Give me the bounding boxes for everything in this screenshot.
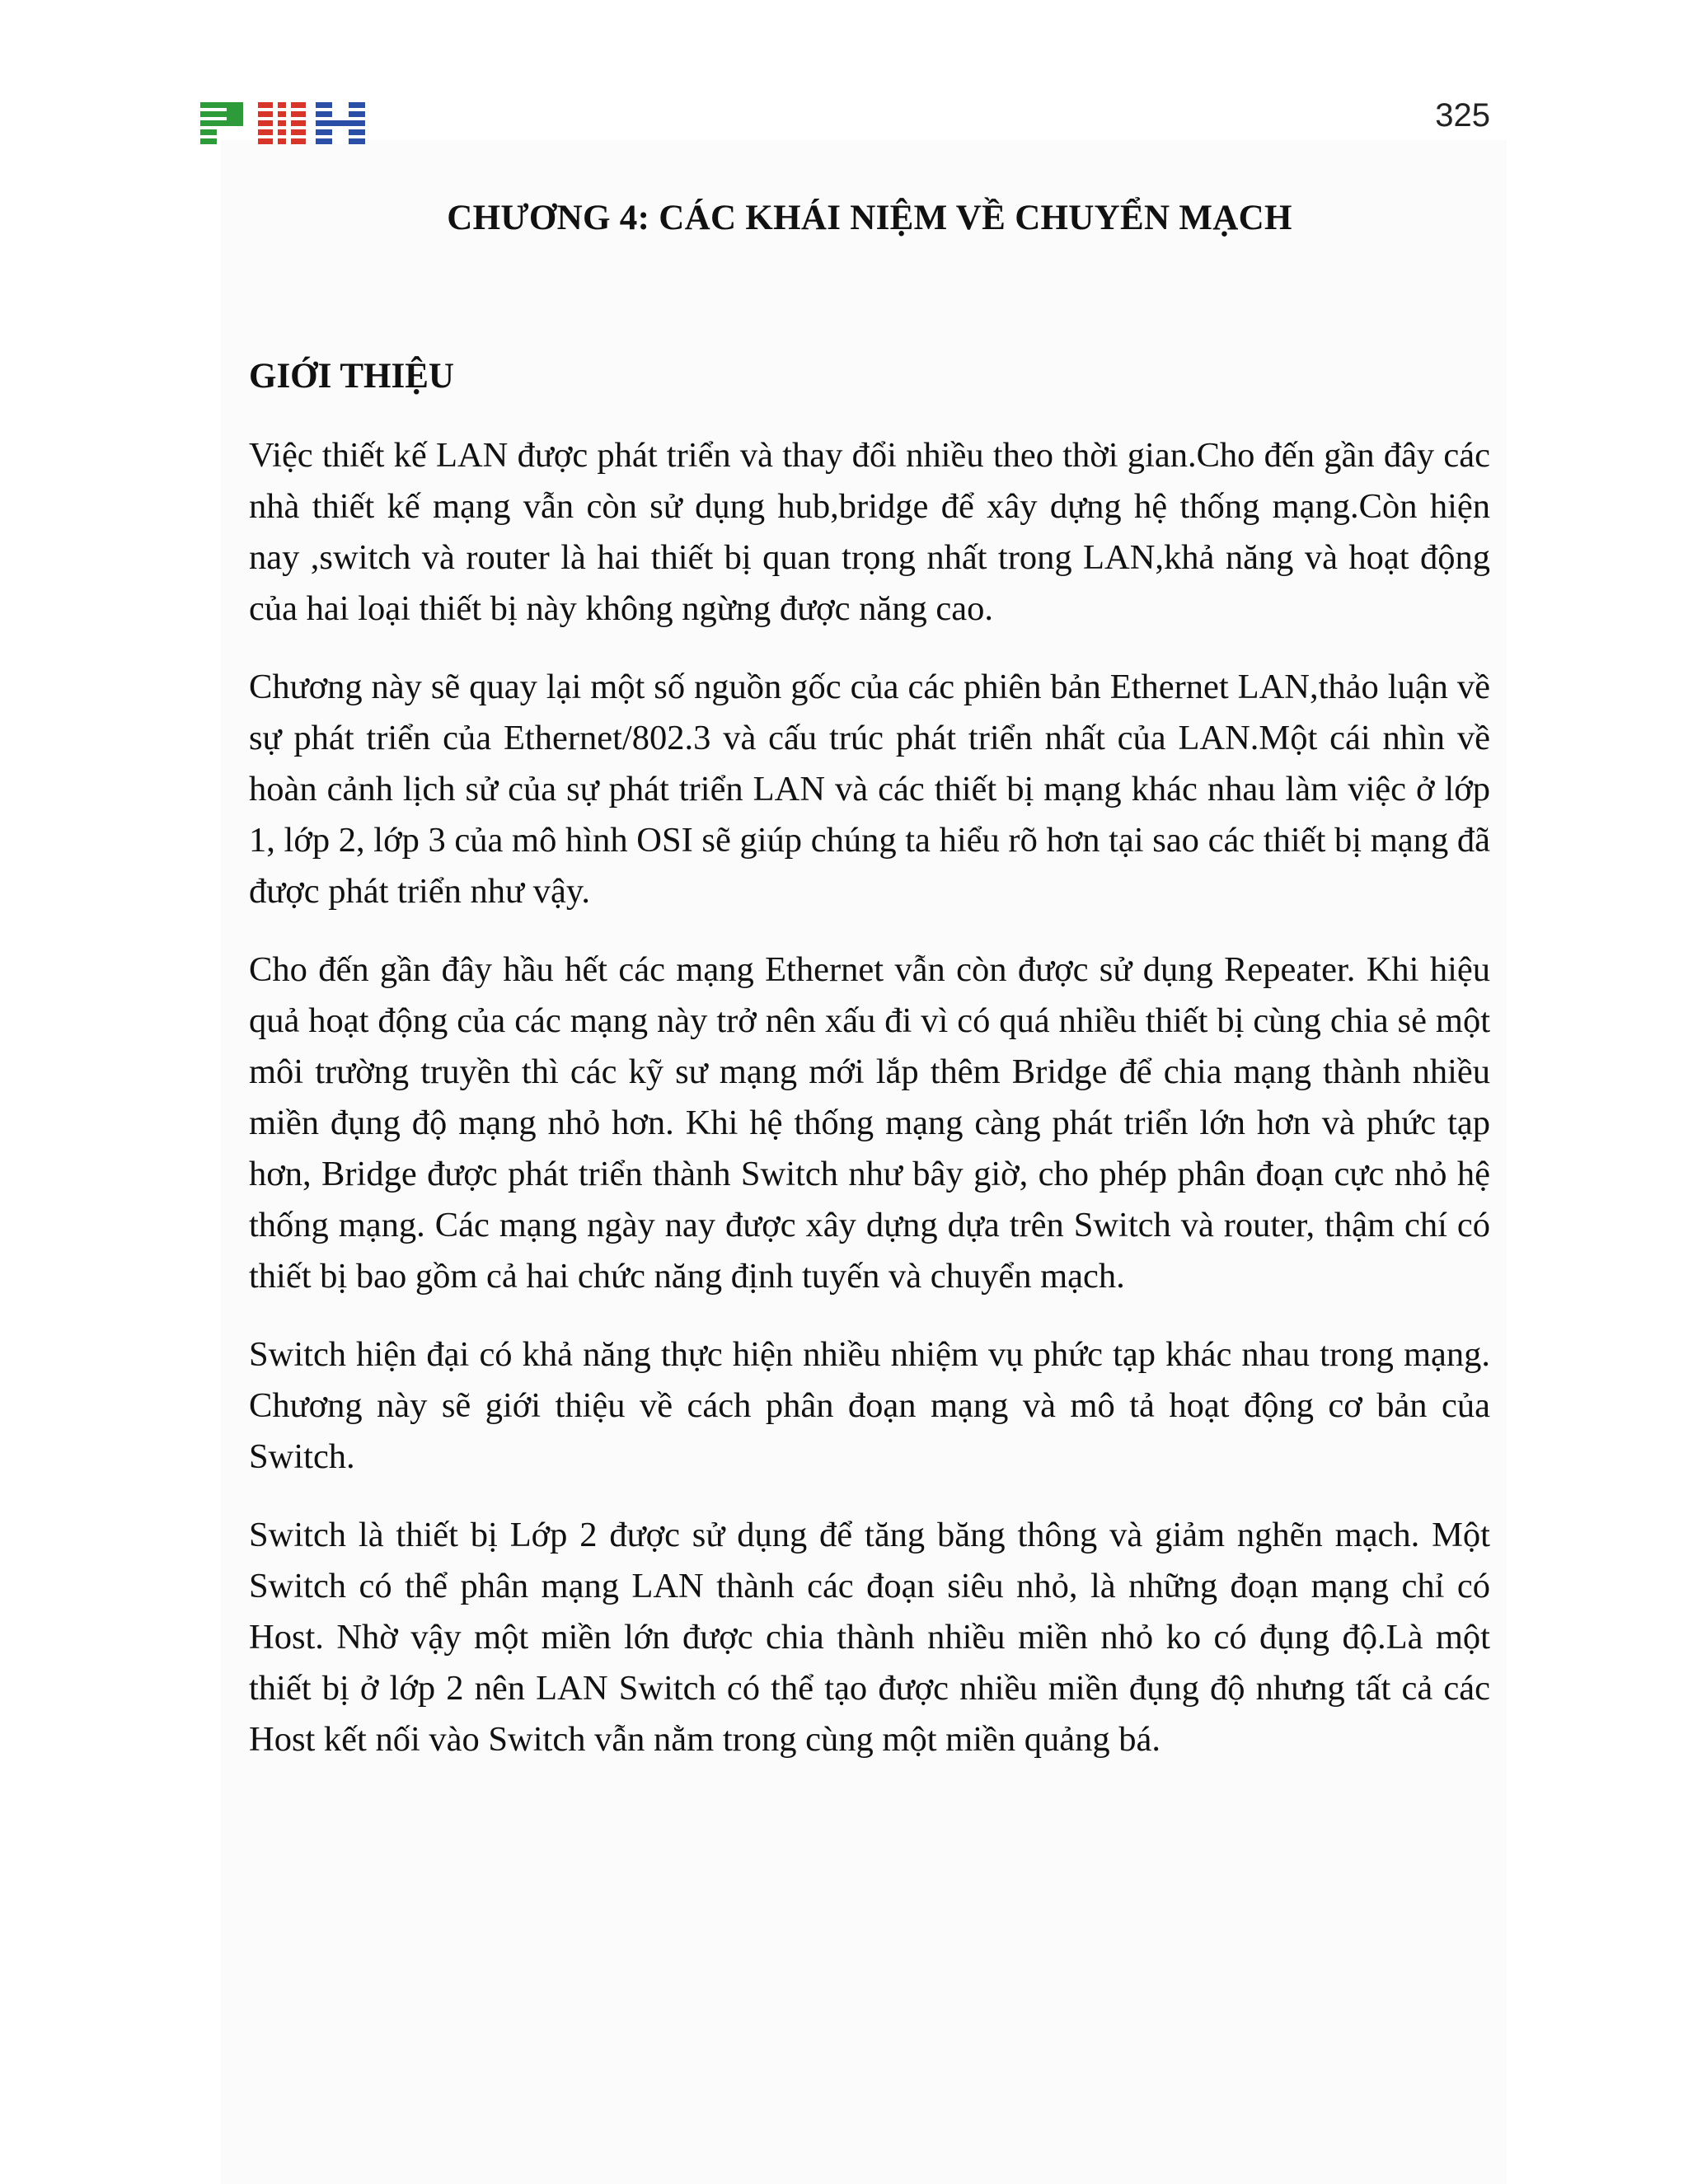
paragraph-3: Cho đến gần đây hầu hết các mạng Ethernet vẫn còn được sử dụng Repeater. Khi hiệu quả hoạt động của các mạng này trở nên xấu đi vì có quá nhiều thiết bị cùng chia sẻ một môi trường truyền thì các kỹ sư mạng mới lắp thêm Bridge để chia mạng thành nhiều miền đụng độ mạng nhỏ hơn. Khi hệ thống mạng càng phát triển lớn hơn và phức tạp hơn, Bridge được phát triển thành Switch như bây giờ, cho phép phân đoạn cực nhỏ hệ thống mạng. Các mạng ngày nay được xây dựng dựa trên Switch và router, thậm chí có thiết bị bao gồm cả hai chức năng định tuyến và chuyển mạch. [249,950,1490,1296]
paragraph-2: Chương này sẽ quay lại một số nguồn gốc của các phiên bản Ethernet LAN,thảo luận về sự phát triển của Ethernet/802.3 và cấu trúc phát triển nhất của LAN.Một cái nhìn về hoàn cảnh lịch sử của sự phát triển LAN và các thiết bị mạng khác nhau làm việc ở lớp 1, lớp 2, lớp 3 của mô hình OSI sẽ giúp chúng ta hiểu rõ hơn tại sao các thiết bị mạng đã được phát triển như vậy. [249,668,1490,911]
pnh-logo [200,102,365,147]
section-heading: GIỚI THIỆU [249,357,454,396]
paragraph-5: Switch là thiết bị Lớp 2 được sử dụng để tăng băng thông và giảm nghẽn mạch. Một Switch có thể phân mạng LAN thành các đoạn siêu nhỏ, là những đoạn mạng chỉ có Host. Nhờ vậy một miền lớn được chia thành nhiều miền nhỏ ko có đụng độ.Là một thiết bị ở lớp 2 nên LAN Switch có thể tạo được nhiều miền đụng độ nhưng tất cả các Host kết nối vào Switch vẫn nằm trong cùng một miền quảng bá. [249,1516,1490,1759]
paragraph-4: Switch hiện đại có khả năng thực hiện nhiều nhiệm vụ phức tạp khác nhau trong mạng. Chương này sẽ giới thiệu về cách phân đoạn mạng và mô tả hoạt động cơ bản của Switch. [249,1335,1490,1476]
body-text [249,430,1490,1793]
paragraph-1: Việc thiết kế LAN được phát triển và thay đổi nhiều theo thời gian.Cho đến gần đây các nhà thiết kế mạng vẫn còn sử dụng hub,bridge để xây dựng hệ thống mạng.Còn hiện nay ,switch và router là hai thiết bị quan trọng nhất trong LAN,khả năng và hoạt động của hai loại thiết bị này không ngừng được năng cao. [249,436,1490,628]
page-number: 325 [1435,97,1490,134]
chapter-title: CHƯƠNG 4: CÁC KHÁI NIỆM VỀ CHUYỂN MẠCH [447,199,1292,237]
